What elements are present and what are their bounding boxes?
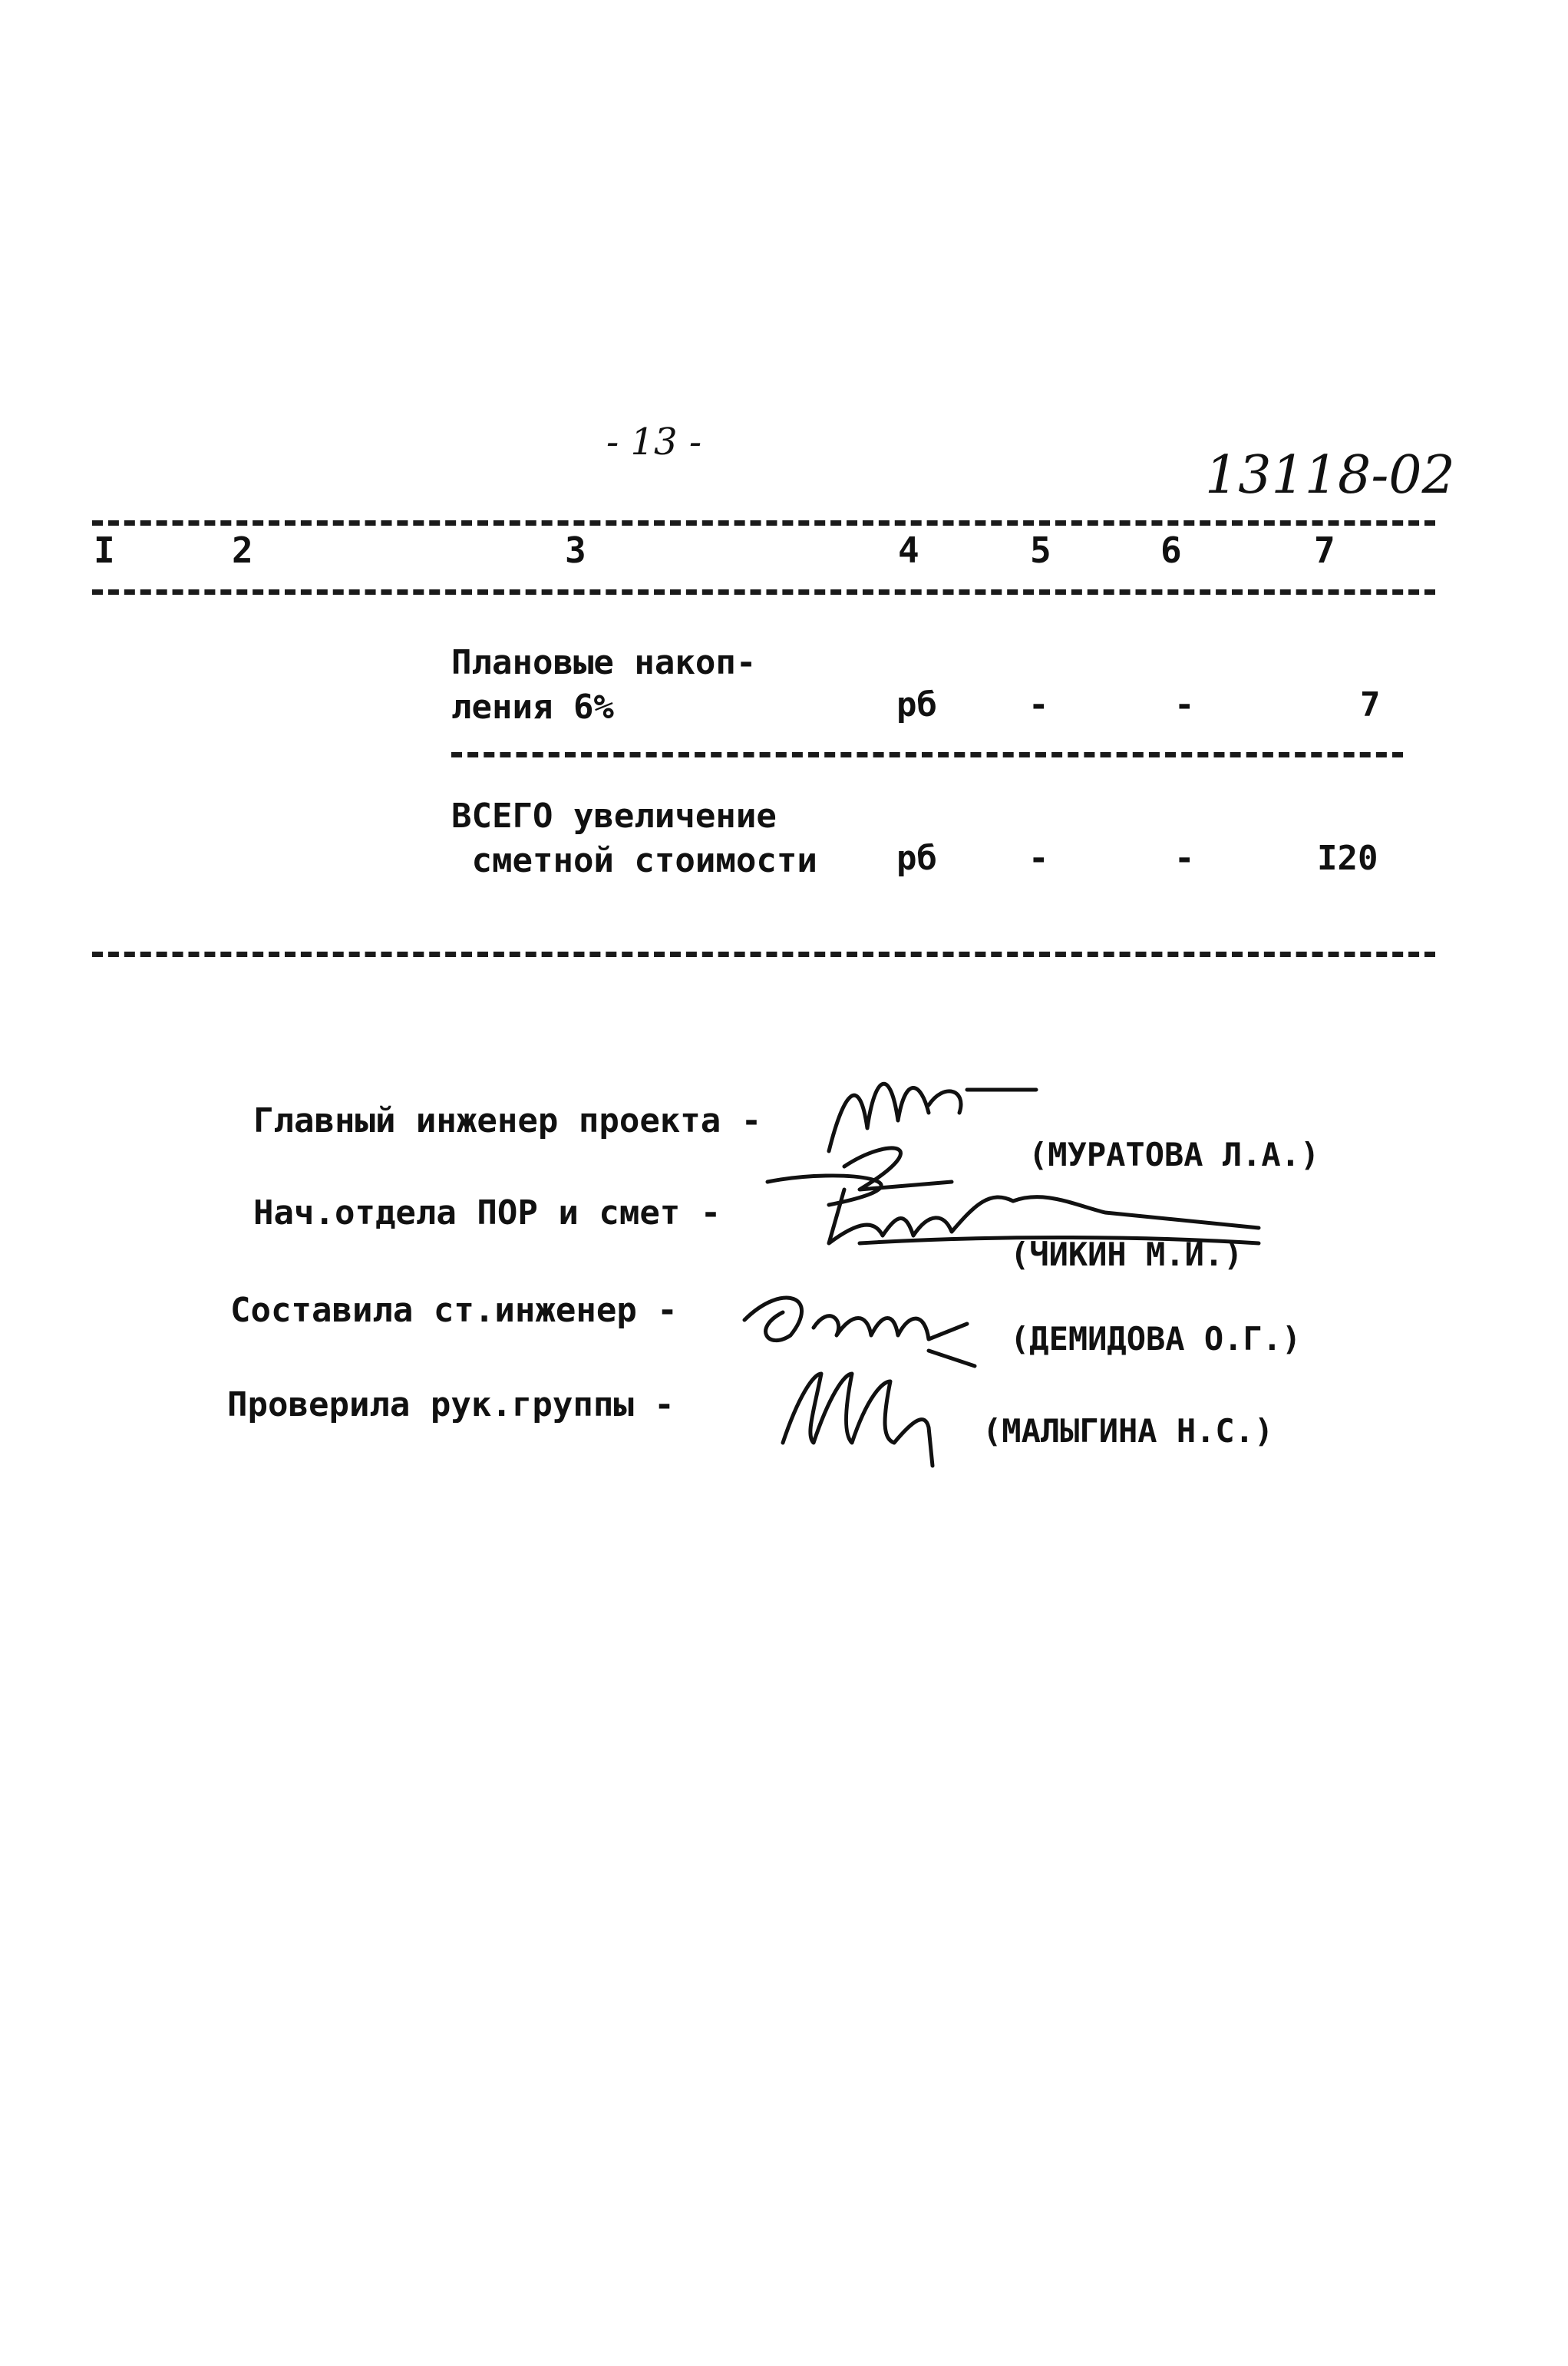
row-col6: - [1174, 839, 1195, 878]
signatory-role: Составила ст.инженер - [230, 1291, 678, 1330]
row-divider [451, 752, 1403, 757]
document-code: 13118-02 [1205, 445, 1455, 506]
column-header-6: 6 [1160, 530, 1182, 571]
column-header-1: I [94, 530, 115, 571]
signatory-role: Нач.отдела ПОР и смет - [253, 1193, 721, 1232]
signatory-role: Главный инженер проекта - [253, 1101, 762, 1140]
row-col5: - [1028, 839, 1049, 878]
row-unit: рб [896, 839, 937, 878]
signatory-name: (МАЛЫГИНА Н.С.) [982, 1412, 1274, 1450]
signatory-role: Проверила рук.группы - [227, 1385, 675, 1424]
row-col7: I20 [1317, 839, 1378, 878]
page-number: - 13 - [606, 421, 702, 464]
signatory-name: (ДЕМИДОВА О.Г.) [1010, 1320, 1302, 1358]
row-col5: - [1028, 685, 1049, 724]
signature-malygina [767, 1351, 967, 1473]
signature-chikin [752, 1159, 1274, 1259]
row-label-line: сметной стоимости [451, 841, 817, 880]
column-header-4: 4 [898, 530, 919, 571]
column-header-5: 5 [1030, 530, 1051, 571]
column-header-2: 2 [232, 530, 253, 571]
row-label-line: Плановые накоп- [451, 643, 757, 682]
signatory-name: (ЧИКИН М.И.) [1010, 1236, 1243, 1273]
column-header-7: 7 [1314, 530, 1335, 571]
row-label-line: ВСЕГО увеличение [451, 797, 777, 836]
row-col6: - [1174, 685, 1195, 724]
row-col7: 7 [1360, 685, 1381, 724]
table-bottom-rule [92, 952, 1435, 957]
table-header-rule [92, 589, 1435, 595]
signatory-name: (МУРАТОВА Л.А.) [1028, 1136, 1320, 1173]
row-label-line: ления 6% [451, 688, 614, 727]
row-unit: рб [896, 685, 937, 724]
column-header-3: 3 [565, 530, 586, 571]
table-top-rule [92, 520, 1435, 526]
